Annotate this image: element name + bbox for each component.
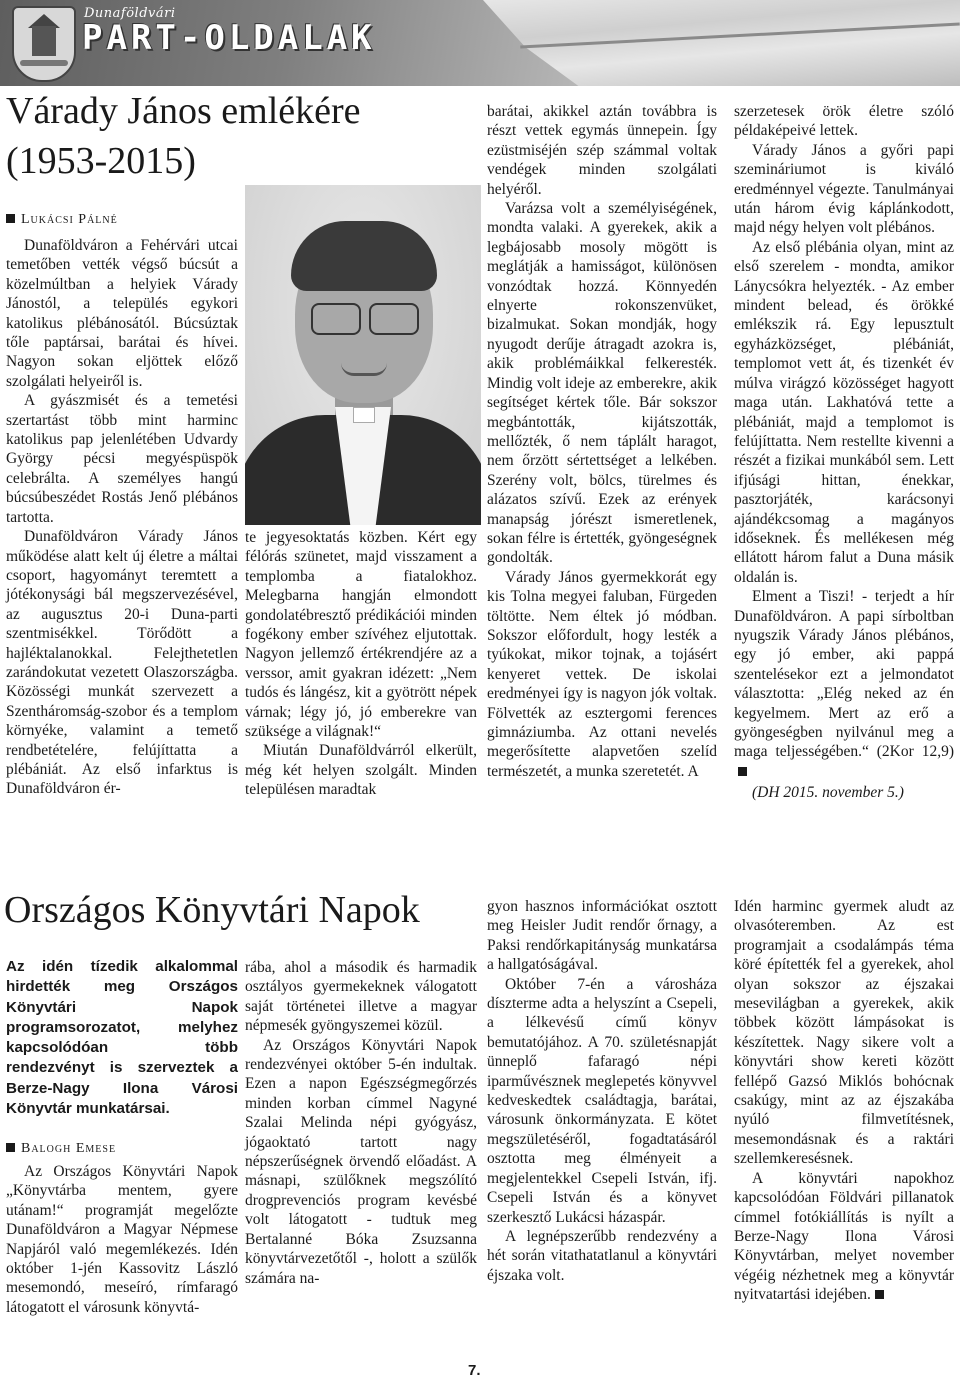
paragraph: Varázsa volt a személyiségének, mondta valaki. A gyerekek, akik a legbájosabb mosoly mögött is meglátják a hamisságot, különösen vonzódtak hozzá. Könnyedén elnyerte rokonszenvüket, bizalmukat. Sokan mondják, hogy nyugodt derűje átragadt azokra is, akik problémáikkal felkeresték. Mindig volt ideje az emberekre, akik segítséget kértek tőle. Bár sokszor megbántották, kijátszották, mellőzték, ő nem táplált haragot, nem őrzött sértettséget a lelkében. Szerény volt, bölcs, türelmes és alázatos szívű. Ezek az erények manapság jórészt ismeretlenek, sokan félre is értették, gyöngeségnek gondolták.	[487, 200, 717, 567]
article-author: Lukácsi Pálné	[6, 212, 118, 228]
paragraph: Idén harminc gyermek aludt az olvasóteremben. Az est programjait a csodalámpás téma köré építették fel a gyerekek, ahol olyan sokszor az éjszakai mesevilágban a gyerekek, akik többek között lámpásokat is készítettek. Nagy sikere volt a könyvtári show kereti között fellépő Gazsó Miklós bohócnak csakúgy, mint az az éjszakába nyúló filmvetítésnek, mesemondásnak és a raktári szellemkeresésnek.	[734, 898, 954, 1168]
paragraph: rába, ahol a második és harmadik osztályos gyermekeknek válogatott saját történetei illetve a magyar népmesék gyöngyszemei közül.	[245, 959, 477, 1035]
paragraph: A könyvtári napokhoz kapcsolódóan Földvári pillanatok címmel fotókiállítás is nyílt a Berze-Nagy Ilona Városi Könyvtárban, melyet november végéig nézhetnek meg a könyvtár nyitvatartási idejében.	[734, 1169, 954, 1304]
paragraph: A legnépszerűbb rendezvény a hét során vitathatatlanul a könyvtári éjszaka volt.	[487, 1227, 717, 1284]
paragraph: Az első plébánia olyan, mint az első szerelem - mondta, amikor Lánycsókra helyezték. - Az ember mindent belead, és örökké emlékszik rá. Egy lepusztult egyházközséget, plébániát, templomot vett át, és tizenkét év múlva virágzó közösséget hagyott maga után. Lakhatóvá tette a plébániát, majd a templomot is felújíttatta. Nem restellte kivenni a részét a fizikai munkából sem. Lett ifjúsági hittan, énekkar, pasztorjáték, karácsonyi ajándékcsomag a magányos időseknek. És mellékesen még ellátott három falut a Duna másik oldalán is.	[734, 238, 954, 586]
article1-column-2	[245, 528, 477, 800]
portrait-photo	[245, 185, 481, 525]
paragraph: Az Országos Könyvtári Napok rendezvényei október 5-én indultak. Ezen a napon Egészségmegőrzés minden korban címmel Nagyné Szalai Melinda népi gyógyász, jógaoktató tartott nagy népszerűségnek örvendő előadást. A másnapi, szülőknek megszólító drogprevenciós program kevésbé volt látogatott - tudtuk meg Bertalanné Bóka Zsuzsanna könyvtárvezetőtől -, holott a szülők számára na-	[245, 1036, 477, 1287]
paragraph: Dunaföldváron Várady János működése alatt kelt új életre a máltai csoport, hagyományt teremtett a jótékonysági bál megszervezésével, az augusztus 20-i Duna-parti szentmisékkel. Törődött a hajléktalanokkal. Felejthetetlen zarándokutat vezetett Olaszországba. Közösségi munkát szervezett a Szentháromság-szobor és a templom környéke, valamint a temető rendbetételére, felújíttatta a plébániát. Az első infarktus is Dunaföldváron ér-	[6, 528, 238, 798]
article2-column-3	[487, 897, 717, 1285]
article2-lead: Az idén tízedik alkalommal hirdették meg Országos Könyvtári Napok programsorozatot, melyhez kapcsolódóan több rendezvényt is szerveztek a Berze-Nagy Ilona Városi Könyvtár munkatársai.	[6, 958, 238, 1118]
bullet-square-icon	[6, 214, 15, 223]
article-title-line2: (1953-2015)	[6, 140, 196, 182]
article2-column-4	[734, 897, 954, 1305]
paragraph: Elment a Tiszi! - terjedt a hír Dunaföldváron. A papi sírboltban nyugszik Várady János plébános, egy jó ember, aki pappá szentelésekor ezt a jelmondatot választotta: „Elég neked az én kegyelmem. Mert az erő a gyöngeségben nyilvánul meg a maga teljességében.“ (2Kor 12,9)	[734, 587, 954, 781]
article-title	[6, 86, 486, 186]
article1-column-3	[487, 102, 717, 781]
paragraph: Várady János a győri papi szemináriumot is kiváló eredménnyel végezte. Tanulmányai után három évig káplánkodott, majd négy helyen volt plébános.	[734, 141, 954, 237]
page-number: 7.	[468, 1362, 481, 1379]
article2-column-2	[245, 958, 477, 1288]
paragraph: A gyászmisét és a temetési szertartást több mint harminc katolikus pap jelenlétében Udvardy György pécsi megyéspüspök celebrálta. A személyes hangú búcsúbeszédet Rostás Jenő plébános tartotta.	[6, 392, 238, 526]
town-crest-icon	[12, 6, 76, 82]
end-mark-icon	[875, 1290, 884, 1299]
paragraph: Az Országos Könyvtári Napok „Könyvtárba mentem, gyere utánam!“ programját megelőzte Dunaföldváron a Magyar Népmese Napjáról való megemlékezés. Idén október 1-jén Kassovitz László mesemondó, meseíró, rímfaragó látogatott el városunk könyvtá-	[6, 1163, 238, 1316]
paragraph: barátai, akikkel aztán továbbra is részt vettek egymás ünnepein. Így ezüstmiséjén szép számmal voltak vendégek minden szolgálati helyéről.	[487, 103, 717, 198]
end-mark-icon	[738, 767, 747, 776]
masthead	[0, 0, 960, 86]
paragraph: te jegyesoktatás közben. Kért egy félórás szünetet, majd visszament a templomba a fiatalokhoz. Melegbarna hangján elmondott gondolatébresztő prédikációi minden fogékony ember szívéhez eljutottak. Nagyon jellemző értékrendjére az a verssor, amit gyakran idézett: „Nem tudós és lángész, kit a gyötrött népek várnak; légy jó, jó emberekre van szüksége a világnak!“	[245, 529, 477, 741]
article1-column-1	[6, 236, 238, 799]
article1-column-4	[734, 102, 954, 803]
bullet-square-icon	[6, 1143, 15, 1152]
masthead-title: PART-OLDALAK	[82, 18, 376, 58]
paragraph: Dunaföldváron a Fehérvári utcai temetőben vették végső búcsút a közelmúltban a helyiek Várady Jánostól, a település egykori katolikus plébánosától. Búcsúztak tőle paptársai, barátai és hívei. Nagyon sokan eljöttek előző szolgálati helyeiről is.	[6, 237, 238, 390]
paragraph: szerzetesek örök életre szóló példaképeivé lettek.	[734, 103, 954, 140]
paragraph: Október 7-én a városháza díszterme adta a helyszínt a Csepeli, a lélkevésű című könyv bemutatójához. A 70. születésnapját ünneplő fafaragó népi iparművésznek meglepetés könyvvel kedveskedtek családtagja, barátai, városunk önkormányzata. E kötet megszületéséről, fogadtatásáról osztotta meg élményeit a megjelentekkel Csepeli István, ifj. Csepeli István és a könyvet szerkesztő Lukácsi házaspár.	[487, 975, 717, 1226]
paragraph: Miután Dunaföldvárról elkerült, még két helyen szolgált. Minden településen maradtak	[245, 742, 477, 799]
article2-column-1	[6, 1162, 238, 1317]
paragraph: Várady János gyermekkorát egy kis Tolna megyei faluban, Fürgeden töltötte. Nem éltek jó módban. Sokszor előfordult, hogy lesték a tyúkokat, mikor tojnak, a tojásért kenyeret vettek. De iskolai eredményei így is nagyon jók voltak. Fölvették az esztergomi ferences gimnáziumba. Az ottani nevelés megerősítette alapvetően szelíd természetét, a munka szeretetét. A	[487, 568, 717, 780]
article-source: (DH 2015. november 5.)	[752, 784, 904, 802]
article2-author: Balogh Emese	[6, 1141, 116, 1157]
article2-title: Országos Könyvtári Napok	[4, 889, 420, 931]
masthead-aerial-photo	[430, 0, 960, 86]
article-title-line1: Várady János emlékére	[6, 90, 361, 132]
masthead-town: Dunaföldvári	[84, 6, 176, 21]
paragraph: gyon hasznos információkat osztott meg Heisler Judit rendőr őrnagy, a Paksi rendőrkapitányság munkatársa a hallgatóságával.	[487, 898, 717, 974]
